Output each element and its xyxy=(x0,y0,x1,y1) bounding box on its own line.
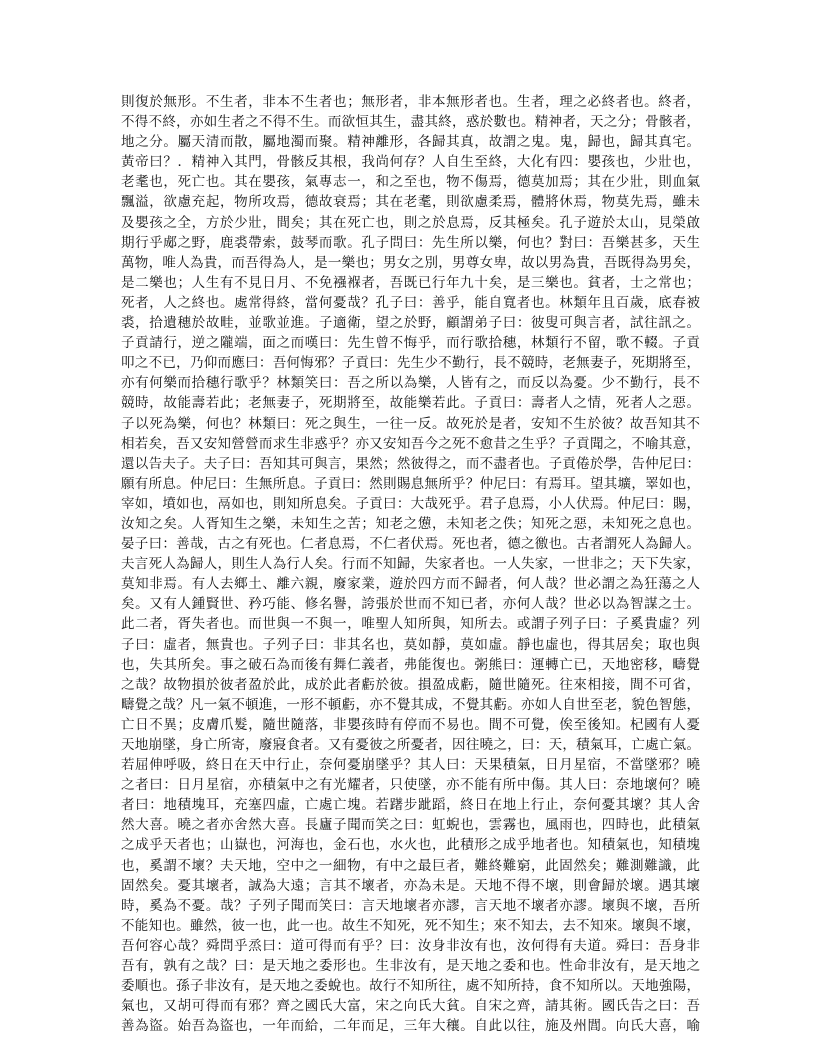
text-line: 及嬰孩之全，方於少壯，間矣；其在死亡也，則之於息焉，反其極矣。孔子遊於太山，見榮啟 xyxy=(121,214,700,231)
text-line: 之者曰：日月星宿，亦積氣中之有光耀者，只使墜，亦不能有所中傷。其人曰：奈地壞何？曉 xyxy=(121,777,700,794)
text-line: 此二者，胥失者也。而世與一不與一，唯聖人知所與，知所去。或謂子列子曰：子奚貴虛？列 xyxy=(121,616,700,633)
text-line: 固然矣。憂其壞者，誠為大遠；言其不壞者，亦為未是。天地不得不壞，則會歸於壞。遇其壞 xyxy=(121,877,700,894)
text-line: 子以死為樂，何也？林類曰：死之與生，一往一反。故死於是者，安知不生於彼？故吾知其不 xyxy=(121,415,700,432)
text-line: 不能知也。雖然，彼一也，此一也。故生不知死，死不知生；來不知去，去不知來。壞與不壞， xyxy=(121,917,700,934)
text-line: 亡日不異；皮膚爪髮，隨世隨落，非嬰孩時有停而不易也。間不可覺，俟至後知。杞國有人憂 xyxy=(121,716,700,733)
text-line: 亦有何樂而拾穗行歌乎？林類笑曰：吾之所以為樂，人皆有之，而反以為憂。少不勤行，長不 xyxy=(121,375,700,392)
text-line: 也，奚謂不壞？夫天地，空中之一細物，有中之最巨者，難終難窮，此固然矣；難測難識，此 xyxy=(121,857,700,874)
text-line: 老耄也，死亡也。其在嬰孩，氣專志一，和之至也，物不傷焉，德莫加焉；其在少壯，則血氣 xyxy=(121,174,700,191)
text-line: 地之分。屬天清而散，屬地濁而聚。精神離形，各歸其真，故謂之鬼。鬼，歸也，歸其真宅。 xyxy=(121,134,700,151)
text-line: 疇覺之哉？凡一氣不頓進，一形不頓虧，亦不覺其成，不覺其虧。亦如人自世至老，貌色智態， xyxy=(121,696,700,713)
document-body xyxy=(121,92,700,1036)
text-line: 委順也。孫子非汝有，是天地之委蛻也。故行不知所往，處不知所持，食不知所以。天地強陽， xyxy=(121,978,700,995)
text-line: 吾何容心哉？舜問乎烝曰：道可得而有乎？曰：汝身非汝有也，汝何得有夫道。舜曰：吾身非 xyxy=(121,937,700,954)
text-line: 天地崩墜，身亡所寄，廢寢食者。又有憂彼之所憂者，因往曉之，曰：天，積氣耳，亡處亡氣。 xyxy=(121,737,700,753)
text-line: 吾有，孰有之哉？曰：是天地之委形也。生非汝有，是天地之委和也。性命非汝有，是天地之 xyxy=(121,958,700,975)
text-line: 黃帝曰？．精神入其門，骨骸反其根，我尚何存？人自生至終，大化有四：嬰孩也，少壯也， xyxy=(121,154,700,171)
text-line: 子曰：虛者，無貴也。子列子曰：非其名也，莫如靜，莫如虛。靜也虛也，得其居矣；取也與 xyxy=(121,636,700,653)
text-line: 期行乎郕之野，鹿裘帶索，鼓琴而歌。孔子問曰：先生所以樂，何也？對曰：吾樂甚多，天生 xyxy=(121,234,700,251)
text-line: 善為盜。始吾為盜也，一年而給，二年而足，三年大穰。自此以往，施及州閭。向氏大喜，喻 xyxy=(121,1018,700,1035)
text-line: 宰如，墳如也，鬲如也，則知所息矣。子貢曰：大哉死乎。君子息焉，小人伏焉。仲尼曰：賜， xyxy=(121,495,700,512)
text-line: 莫知非焉。有人去鄉土、離六親，廢家業，遊於四方而不歸者，何人哉？世必謂之為狂蕩之人 xyxy=(121,576,700,593)
text-line: 時，奚為不憂。哉？子列子聞而笑曰：言天地壞者亦謬，言天地不壞者亦謬。壞與不壞，吾所 xyxy=(121,897,700,914)
text-line: 夫言死人為歸人，則生人為行人矣。行而不知歸，失家者也。一人失家，一世非之；天下失家， xyxy=(121,556,700,573)
text-line: 還以告夫子。夫子曰：吾知其可與言，果然；然彼得之，而不盡者也。子貢倦於學，告仲尼曰： xyxy=(121,455,700,472)
text-line: 氣也，又胡可得而有邪？齊之國氏大富，宋之向氏大貧。自宋之齊，請其術。國氏告之曰：吾 xyxy=(121,998,700,1015)
text-line: 叩之不已，乃仰而應曰：吾何悔邪？子貢曰：先生少不勤行，長不競時，老無妻子，死期將至， xyxy=(121,355,700,372)
text-line: 是二樂也；人生有不見日月、不免襁褓者，吾既已行年九十矣，是三樂也。貧者，士之常也； xyxy=(121,274,700,291)
text-line: 者曰：地積塊耳，充塞四虛，亡處亡塊。若躇步跐蹈，終日在地上行止，奈何憂其壞？其人舍 xyxy=(121,797,700,814)
text-line: 若屈伸呼吸，終日在天中行止，奈何憂崩墜乎？其人曰：天果積氣，日月星宿，不當墜邪？曉 xyxy=(121,757,700,774)
text-line: 之成乎天者也；山嶽也，河海也，金石也，水火也，此積形之成乎地者也。知積氣也，知積塊 xyxy=(121,837,700,854)
text-line: 相若矣，吾又安知營營而求生非惑乎？亦又安知吾今之死不愈昔之生乎？子貢聞之，不喻其意， xyxy=(121,435,700,452)
text-line: 競時，故能壽若此；老無妻子，死期將至，故能樂若此。子貢曰：壽者人之情，死者人之惡。 xyxy=(121,395,700,412)
text-line: 矣。又有人鍾賢世、矜巧能、修名譽，誇張於世而不知已者，亦何人哉？世必以為智謀之士。 xyxy=(121,596,700,613)
text-line: 子貢請行，逆之隴端，面之而嘆曰：先生曾不悔乎，而行歌拾穗，林類行不留，歌不輟。子貢 xyxy=(121,335,700,352)
text-line: 然大喜。曉之者亦舍然大喜。長廬子聞而笑之曰：虹蜺也，雲霧也，風雨也，四時也，此積氣 xyxy=(121,817,700,834)
text-line: 不得不終，亦如生者之不得不生。而欲恒其生，盡其終，惑於數也。精神者，天之分；骨骸者， xyxy=(121,114,700,131)
text-line: 萬物，唯人為貴，而吾得為人，是一樂也；男女之別，男尊女卑，故以男為貴，吾既得為男矣， xyxy=(121,254,700,271)
text-line: 願有所息。仲尼曰：生無所息。子貢曰：然則賜息無所乎？仲尼曰：有焉耳。望其壙，睪如也， xyxy=(121,475,700,492)
text-line: 裘，拾遺穗於故畦，並歌並進。子適衛，望之於野，顧謂弟子曰：彼叟可與言者，試往訊之。 xyxy=(121,315,700,332)
text-line: 則復於無形。不生者，非本不生者也；無形者，非本無形者也。生者，理之必終者也。終者， xyxy=(121,94,700,110)
text-line: 之哉？故物損於彼者盈於此，成於此者虧於彼。損盈成虧，隨世隨死。往來相接，間不可省， xyxy=(121,676,700,693)
text-line: 晏子曰：善哉，古之有死也。仁者息焉，不仁者伏焉。死也者，德之徼也。古者謂死人為歸人。 xyxy=(121,536,700,553)
text-line: 飄溢，欲慮充起，物所攻焉，德故衰焉；其在老耄，則欲慮柔焉，體將休焉，物莫先焉，雖未 xyxy=(121,194,700,211)
text-line: 也，失其所矣。事之破石為而後有舞仁義者，弗能復也。粥熊曰：運轉亡已，天地密移，疇覺 xyxy=(121,656,700,673)
text-line: 汝知之矣。人胥知生之樂，未知生之苦；知老之憊，未知老之佚；知死之惡，未知死之息也。 xyxy=(121,515,700,532)
text-line: 死者，人之終也。處常得終，當何憂哉？孔子曰：善乎，能自寬者也。林類年且百歲，底春被 xyxy=(121,294,700,311)
